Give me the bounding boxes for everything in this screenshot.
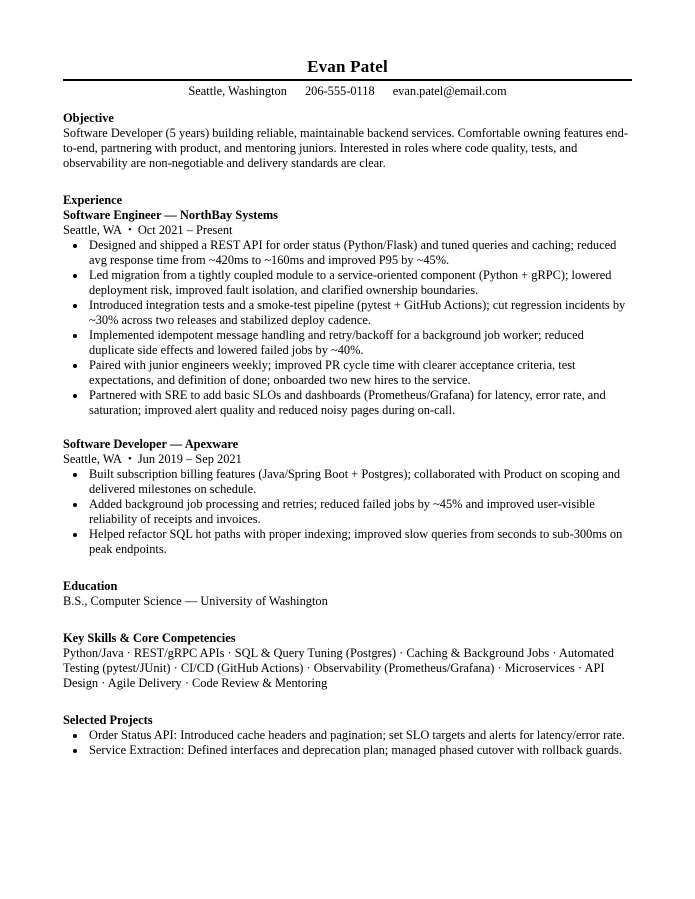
objective-section xyxy=(63,111,632,171)
section-heading-objective: Objective xyxy=(63,111,114,125)
job-title: Software Engineer — NorthBay Systems xyxy=(63,208,278,222)
job-dates: Oct 2021 – Present xyxy=(137,223,233,237)
job-title: Software Developer — Apexware xyxy=(63,437,239,451)
contact-location: Seattle, Washington xyxy=(188,84,287,98)
section-heading-education: Education xyxy=(63,579,118,593)
contact-line xyxy=(63,84,632,99)
job-bullet-list xyxy=(63,467,632,557)
skills-section xyxy=(63,631,632,691)
contact-phone: 206-555-0118 xyxy=(304,84,375,98)
bullet-item: • Paired with junior engineers weekly; improved PR cycle time with clearer acceptance criteria, test expectations, and definition of done; onboarded two new hires to the service. xyxy=(87,358,632,388)
projects-bullet-list xyxy=(63,728,632,758)
section-heading-experience: Experience xyxy=(63,193,123,207)
bullet-item: • Added background job processing and retries; reduced failed jobs by ~45% and improved user-visible reliability of receipts and invoices. xyxy=(87,497,632,527)
job-entry-northbay xyxy=(63,208,632,418)
job-location: Seattle, WA xyxy=(63,223,122,237)
bullet-item: • Helped refactor SQL hot paths with proper indexing; improved slow queries from seconds to sub-300ms on peak endpoints. xyxy=(87,527,632,557)
candidate-name: Evan Patel xyxy=(307,57,388,76)
bullet-item: • Partnered with SRE to add basic SLOs and dashboards (Prometheus/Grafana) for latency, error rate, and saturation; improved alert quality and reduced noisy pages during on-call. xyxy=(87,388,632,418)
skills-text: Python/Java · REST/gRPC APIs · SQL & Query Tuning (Postgres) · Caching & Background Jobs · Automated Testing (pytest/JUnit) · CI/CD (GitHub Actions) · Observability (Prometheus/Grafana) · Microservices · API Design · Agile Delivery · Code Review & Mentoring xyxy=(63,646,614,690)
job-dates: Jun 2019 – Sep 2021 xyxy=(137,452,242,466)
job-location: Seattle, WA xyxy=(63,452,122,466)
header-divider xyxy=(63,79,632,81)
bullet-item: • Built subscription billing features (Java/Spring Boot + Postgres); collaborated with Product on scoping and delivered milestones on schedule. xyxy=(87,467,632,497)
bullet-item: • Designed and shipped a REST API for order status (Python/Flask) and tuned queries and caching; reduced avg response time from ~420ms to ~160ms and improved P95 by ~45%. xyxy=(87,238,632,268)
education-section xyxy=(63,579,632,609)
experience-section xyxy=(63,193,632,557)
dot-separator: • xyxy=(127,224,132,236)
bullet-item: • Order Status API: Introduced cache headers and pagination; set SLO targets and alerts for latency/error rate. xyxy=(87,728,632,743)
job-meta xyxy=(63,223,632,238)
education-degree: B.S., Computer Science — University of Washington xyxy=(63,594,328,608)
dot-separator: • xyxy=(127,453,132,465)
section-heading-projects: Selected Projects xyxy=(63,713,153,727)
bullet-item: • Service Extraction: Defined interfaces and deprecation plan; managed phased cutover with rollback guards. xyxy=(87,743,632,758)
bullet-item: • Led migration from a tightly coupled module to a service-oriented component (Python + gRPC); lowered deployment risk, improved fault isolation, and clarified ownership boundaries. xyxy=(87,268,632,298)
projects-section xyxy=(63,713,632,758)
resume-header xyxy=(63,57,632,99)
bullet-item: • Implemented idempotent message handling and retry/backoff for a background job worker; reduced duplicate side effects and lowered failed jobs by ~40%. xyxy=(87,328,632,358)
contact-email: evan.patel@email.com xyxy=(392,84,507,98)
section-heading-skills: Key Skills & Core Competencies xyxy=(63,631,236,645)
job-entry-apexware xyxy=(63,437,632,557)
bullet-item: • Introduced integration tests and a smoke-test pipeline (pytest + GitHub Actions); cut regression incidents by ~30% across two releases and stabilized deploy cadence. xyxy=(87,298,632,328)
objective-text: Software Developer (5 years) building reliable, maintainable backend services. Comfortable owning features end-to-end, partnering with product, and mentoring juniors. Interested in roles where code quality, tests, and observability are non-negotiable and delivery standards are clear. xyxy=(63,126,628,170)
job-bullet-list xyxy=(63,238,632,418)
job-meta xyxy=(63,452,632,467)
